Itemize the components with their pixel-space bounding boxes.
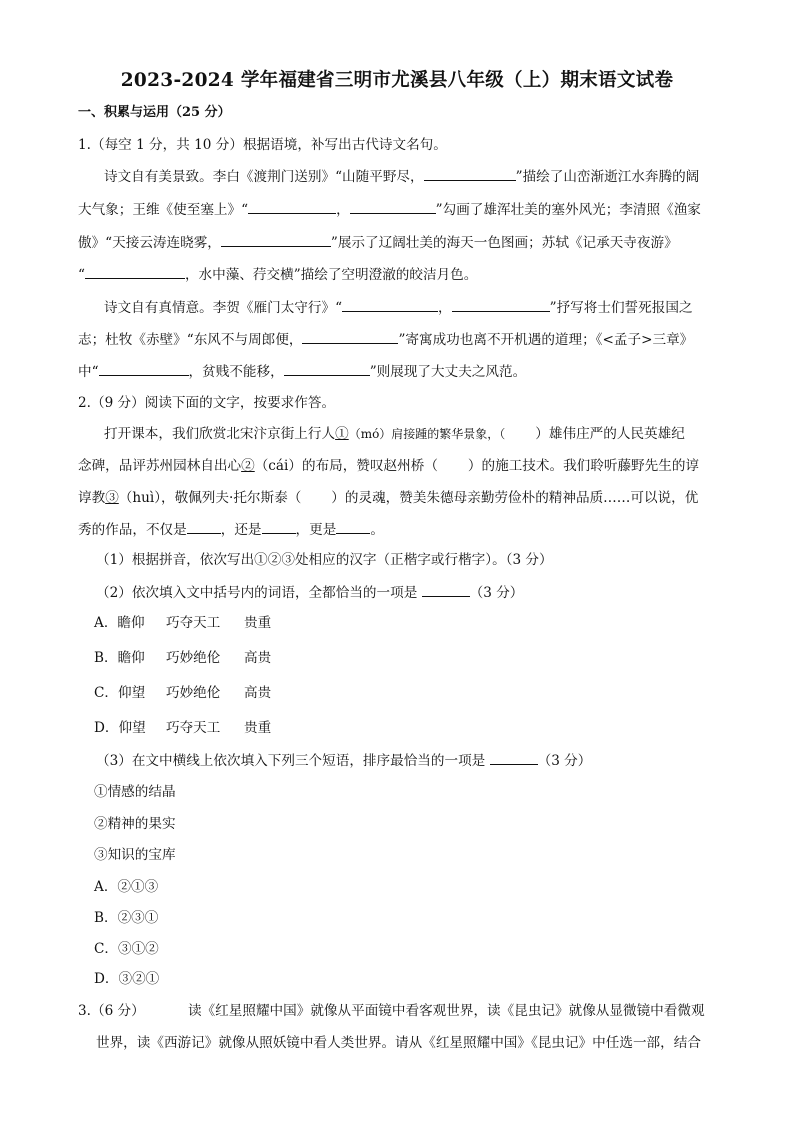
exam-title: 2023-2024 学年福建省三明市尤溪县八年级（上）期末语文试卷 — [120, 70, 674, 91]
q1-p1-line1: 诗文自有美景致。李白《渡荆门送别》“山随平野尽， ”描绘了山峦渐逝江水奔腾的阔 — [104, 169, 700, 185]
phrase-item: ③知识的宝库 — [94, 847, 176, 863]
answer-blank[interactable] — [187, 520, 221, 534]
q2-sub3-option-b[interactable]: B．②③① — [94, 910, 159, 926]
answer-blank[interactable] — [342, 298, 438, 312]
q2-text-line4: 秀的作品，不仅是 ，还是 ，更是 。 — [78, 522, 384, 538]
q2-sub3: （3）在文中横线上依次填入下列三个短语，排序最恰当的一项是 （3 分） — [96, 753, 592, 769]
q1-p2-line1: 诗文自有真情意。李贺《雁门太守行》“ ， ”抒写将士们誓死报国之 — [104, 300, 693, 316]
q1-p1-line3: 傲》“天接云涛连晓雾， ”展示了辽阔壮美的海天一色图画；苏轼《记承天寺夜游》 — [78, 235, 678, 251]
phrase-item: ①情感的结晶 — [94, 784, 176, 800]
answer-blank[interactable] — [452, 298, 550, 312]
q2-sub3-option-d[interactable]: D．③②① — [94, 971, 160, 987]
answer-blank[interactable] — [248, 200, 336, 214]
q2-option-a[interactable]: A．瞻仰 巧夺天工 贵重 — [94, 615, 272, 631]
q2-sub2: （2）依次填入文中括号内的词语，全都恰当的一项是 （3 分） — [96, 585, 524, 601]
section-heading: 一、积累与运用（25 分） — [78, 105, 231, 120]
q1-p1-line2: 大气象；王维《使至塞上》“ ， ”勾画了雄浑壮美的塞外风光；李清照《渔家 — [78, 202, 701, 218]
q2-text-line1: 打开课本，我们欣赏北宋汴京街上行人①（mó）肩接踵的繁华景象，（ ）雄伟庄严的人民英雄纪 — [104, 426, 685, 442]
q3-stem: 3.（6 分） 读《红星照耀中国》就像从平面镜中看客观世界，读《昆虫记》就像从显微镜中看微观 — [78, 1003, 705, 1019]
q3-line2: 世界，读《西游记》就像从照妖镜中看人类世界。请从《红星照耀中国》《昆虫记》中任选一部，结合 — [96, 1035, 701, 1051]
answer-blank[interactable] — [262, 520, 296, 534]
q1-p1-line4: “ ，水中藻、荇交横”描绘了空明澄澈的皎洁月色。 — [78, 267, 478, 283]
q2-option-c[interactable]: C．仰望 巧妙绝伦 高贵 — [94, 685, 272, 701]
q2-sub1: （1）根据拼音，依次写出①②③处相应的汉字（正楷字或行楷字）。（3 分） — [96, 552, 553, 568]
answer-blank[interactable] — [302, 330, 398, 344]
q1-p2-line3: 中“ ，贫贱不能移， ”则展现了大丈夫之风范。 — [78, 364, 527, 380]
answer-blank[interactable] — [336, 520, 370, 534]
answer-blank[interactable] — [350, 200, 436, 214]
answer-blank[interactable] — [490, 751, 538, 765]
q2-stem: 2.（9 分）阅读下面的文字，按要求作答。 — [78, 395, 336, 411]
answer-blank[interactable] — [284, 362, 370, 376]
answer-blank[interactable] — [99, 362, 189, 376]
answer-blank[interactable] — [221, 233, 331, 247]
q2-text-line3: 谆教③（huì），敬佩列夫·托尔斯泰（ ）的灵魂，赞美朱德母亲勤劳俭朴的精神品质……可以说，优 — [78, 490, 699, 506]
answer-blank[interactable] — [422, 583, 470, 597]
q2-text-line2: 念碑，品评苏州园林自出心②（cái）的布局，赞叹赵州桥（ ）的施工技术。我们聆听藤野先生的谆 — [78, 458, 700, 474]
q2-sub3-option-a[interactable]: A．②①③ — [94, 879, 159, 895]
q2-option-d[interactable]: D．仰望 巧夺天工 贵重 — [94, 720, 272, 736]
answer-blank[interactable] — [85, 265, 185, 279]
q1-p2-line2: 志；杜牧《赤壁》“东风不与周郎便， ”寄寓成功也离不开机遇的道理；《<孟子>三章》 — [78, 332, 694, 348]
q1-stem: 1.（每空 1 分，共 10 分）根据语境，补写出古代诗文名句。 — [78, 137, 447, 153]
answer-blank[interactable] — [424, 167, 516, 181]
phrase-item: ②精神的果实 — [94, 816, 176, 832]
q2-option-b[interactable]: B．瞻仰 巧妙绝伦 高贵 — [94, 650, 272, 666]
q2-sub3-option-c[interactable]: C．③①② — [94, 941, 159, 957]
